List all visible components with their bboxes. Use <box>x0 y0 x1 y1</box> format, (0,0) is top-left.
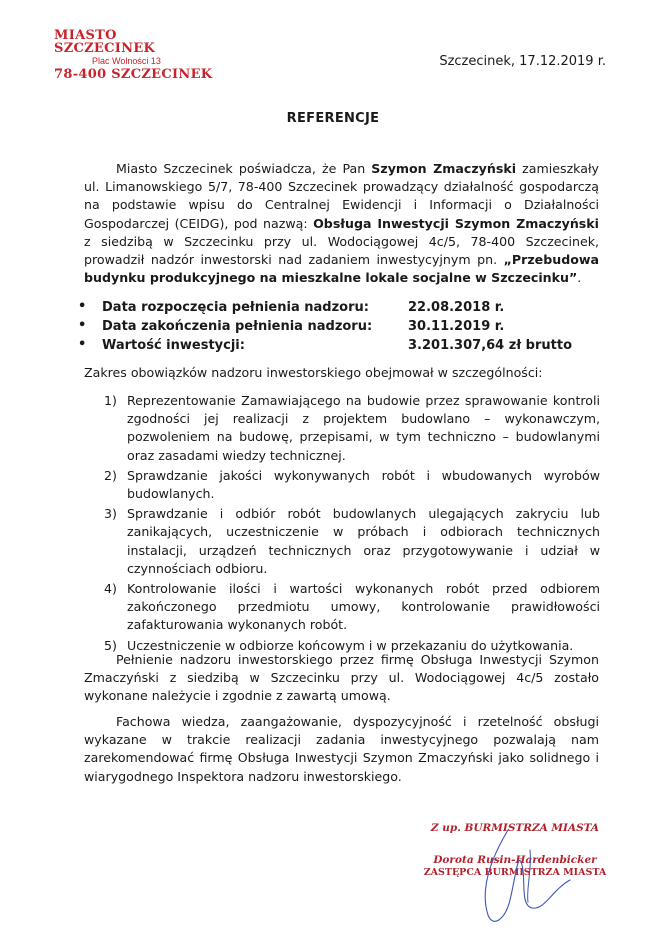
facts-list <box>78 300 618 357</box>
list-number: 4) <box>104 581 117 597</box>
list-text: Reprezentowanie Zamawiającego na budowie przez sprawowanie kontroli zgodności jej realizacji z projektem budowlano – wykonawczym, pozwoleniem na budowę, przepisami, w tym techniczno – budowlanymi oraz zasadami wiedzy technicznej. <box>127 393 600 463</box>
list-number: 1) <box>104 393 117 408</box>
intro-text-1: Miasto Szczecinek poświadcza, że Pan <box>116 161 372 176</box>
scope-heading: Zakres obowiązków nadzoru inwestorskiego obejmował w szczególności: <box>84 365 543 380</box>
bullet-icon: • <box>78 318 87 333</box>
bullet-icon: • <box>78 299 87 314</box>
fact-label: Data zakończenia pełnienia nadzoru: <box>102 319 373 334</box>
list-text: Sprawdzanie jakości wykonywanych robót i wbudowanych wyrobów budowlanych. <box>127 467 600 502</box>
project-name: „Przebudowa budynku produkcyjnego na mieszkalne lokale socjalne w Szczecinku” <box>84 252 599 286</box>
scope-list <box>104 392 600 657</box>
company-name: Obsługa Inwestycji Szymon Zmaczyński <box>313 215 599 231</box>
list-number: 3) <box>104 506 117 522</box>
signatory-title: ZASTĘPCA BURMISTRZA MIASTA <box>423 867 607 878</box>
fact-investment-value <box>78 338 618 357</box>
person-name: Szymon Zmaczyński <box>371 161 517 176</box>
signature-authority: Z up. BURMISTRZA MIASTA <box>430 822 600 834</box>
fact-end-date <box>78 319 618 338</box>
list-number: 2) <box>104 467 117 483</box>
city-stamp <box>54 29 214 81</box>
list-item <box>104 580 600 635</box>
intro-text-4: . <box>577 270 582 286</box>
place-date: Szczecinek, 17.12.2019 r. <box>439 54 606 69</box>
fact-value: 22.08.2018 r. <box>408 300 505 315</box>
performance-paragraph: Pełnienie nadzoru inwestorskiego przez firmę Obsługa Inwestycji Szymon Zmaczyński z siedzibą w Szczecinku przy ul. Wodociągowej 4c/5 zostało wykonane należycie i zgodnie z zawartą umową. <box>84 652 599 704</box>
list-text: Uczestniczenie w odbiorze końcowym i w przekazaniu do użytkowania. <box>127 637 574 653</box>
fact-start-date <box>78 300 618 319</box>
list-text: Kontrolowanie ilości i wartości wykonanych robót przed odbiorem zakończonego przedmiotu umowy, kontrolowanie prawidłowości zafakturowania wykonanych robót. <box>127 581 600 633</box>
list-item <box>104 467 600 503</box>
fact-label: Data rozpoczęcia pełnienia nadzoru: <box>102 300 369 315</box>
stamp-postcode: 78-400 SZCZECINEK <box>54 67 213 82</box>
signatory-name: Dorota Rusin-Hardenbicker <box>433 854 597 866</box>
recommendation-paragraph: Fachowa wiedza, zaangażowanie, dyspozycyjność i rzetelność obsługi wykazane w trakcie realizacji zadania inwestycyjnego pozwalają nam zarekomendować firmę Obsługa Inwestycji Szymon Zmaczyński jako solidnego i wiarygodnego Inspektora nadzoru inwestorskiego. <box>84 714 599 784</box>
stamp-city-name: MIASTO SZCZECINEK <box>54 28 156 56</box>
list-item <box>104 392 600 465</box>
intro-paragraph <box>84 160 599 287</box>
list-item <box>104 505 600 578</box>
list-number: 5) <box>104 637 117 653</box>
stamp-street: Plac Wolności 13 <box>92 56 161 66</box>
signature-stamp <box>405 822 625 878</box>
fact-value: 30.11.2019 r. <box>408 319 505 334</box>
list-text: Sprawdzanie i odbiór robót budowlanych ulegających zakryciu lub zanikających, uczestniczenie w próbach i odbiorach technicznych instalacji, urządzeń technicznych oraz przygotowywanie i udział w czynnościach odbioru. <box>127 506 600 576</box>
fact-value: 3.201.307,64 zł brutto <box>408 338 572 353</box>
intro-text-3: z siedzibą w Szczecinku przy ul. Wodociągowej 4c/5, 78-400 Szczecinek, prowadził nadzór inwestorski nad zadaniem inwestycyjnym pn. <box>84 233 599 268</box>
bullet-icon: • <box>78 337 87 352</box>
document-title: REFERENCJE <box>286 111 380 126</box>
fact-label: Wartość inwestycji: <box>102 338 245 353</box>
intro-text-2: zamieszkały ul. Limanowskiego 5/7, 78-400 Szczecinek prowadzący działalność gospodarczą na podstawie wpisu do Centralnej Ewidencji i Informacji o Działalności Gospodarczej (CEIDG), pod nazwą: <box>84 161 600 231</box>
